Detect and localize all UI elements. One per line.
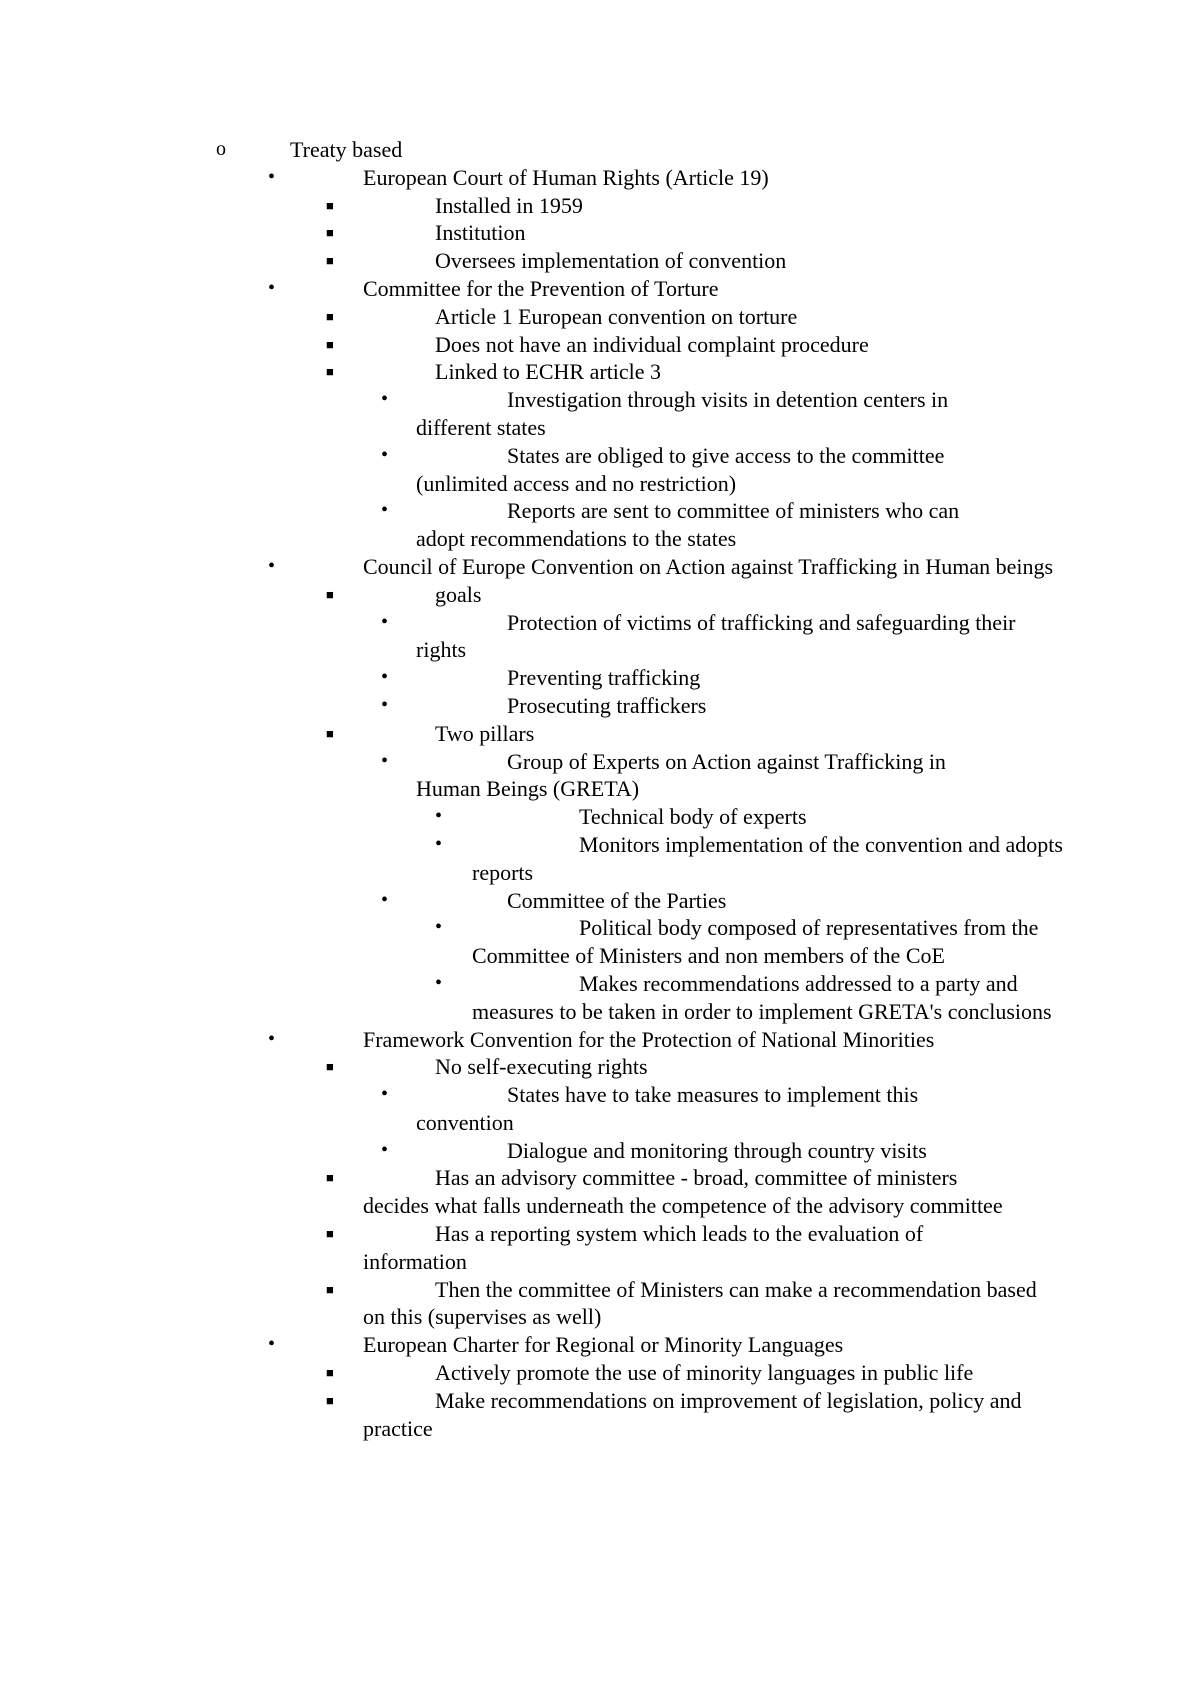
list-item-text: Technical body of experts — [579, 804, 807, 830]
list-item-text: Framework Convention for the Protection of National Minorities — [363, 1026, 935, 1052]
dot-bullet-icon: • — [381, 388, 389, 411]
list-item-text: No self-executing rights — [435, 1054, 648, 1080]
list-item — [0, 247, 1200, 275]
list-item — [0, 581, 1200, 609]
list-item-text: goals — [435, 581, 482, 607]
dot-bullet-icon: • — [381, 443, 389, 466]
dot-bullet-icon: • — [381, 1138, 389, 1161]
list-item — [0, 831, 1200, 887]
list-item — [0, 887, 1200, 915]
dot-bullet-icon: • — [381, 499, 389, 522]
list-item-text: Protection of victims of trafficking and safeguarding their rights — [416, 609, 1016, 663]
square-bullet-icon: ■ — [326, 725, 334, 741]
list-item — [0, 970, 1200, 1026]
list-item — [0, 1387, 1200, 1443]
list-item — [0, 497, 1200, 553]
list-item — [0, 664, 1200, 692]
list-item — [0, 219, 1200, 247]
square-bullet-icon: ■ — [326, 197, 334, 213]
list-item-text: Does not have an individual complaint procedure — [435, 331, 869, 357]
dot-bullet-icon: • — [268, 1027, 276, 1050]
square-bullet-icon: ■ — [326, 1170, 334, 1186]
list-item — [0, 442, 1200, 498]
list-item-text: Political body composed of representatives from the Committee of Ministers and non members of the CoE — [472, 915, 1039, 969]
dot-bullet-icon: • — [268, 276, 276, 299]
square-bullet-icon: ■ — [326, 336, 334, 352]
dot-bullet-icon: • — [381, 610, 389, 633]
dot-bullet-icon: • — [435, 971, 443, 994]
list-item — [0, 1081, 1200, 1137]
list-item-text: Two pillars — [435, 720, 535, 746]
list-item — [0, 1220, 1200, 1276]
list-item-text: European Charter for Regional or Minority Languages — [363, 1332, 844, 1358]
list-item-text: Installed in 1959 — [435, 192, 583, 218]
dot-bullet-icon: • — [268, 1333, 276, 1356]
list-item-text: Institution — [435, 220, 526, 246]
list-item-text: Linked to ECHR article 3 — [435, 359, 662, 385]
list-item — [0, 1053, 1200, 1081]
list-item — [0, 1137, 1200, 1165]
dot-bullet-icon: • — [268, 165, 276, 188]
list-item-text: Council of Europe Convention on Action against Trafficking in Human beings — [363, 553, 1054, 579]
square-bullet-icon: ■ — [326, 1365, 334, 1381]
list-item — [0, 1026, 1200, 1054]
list-item — [0, 275, 1200, 303]
square-bullet-icon: ■ — [326, 1226, 334, 1242]
circle-bullet-icon: o — [216, 138, 226, 160]
list-item — [0, 136, 1200, 164]
list-item — [0, 609, 1200, 665]
list-item-text: States have to take measures to implement this convention — [416, 1082, 919, 1135]
dot-bullet-icon: • — [268, 554, 276, 577]
list-item-text: Make recommendations on improvement of legislation, policy and practice — [363, 1387, 1022, 1441]
square-bullet-icon: ■ — [326, 253, 334, 269]
list-item-text: Committee for the Prevention of Torture — [363, 275, 719, 301]
dot-bullet-icon: • — [381, 666, 389, 689]
list-item-text: Reports are sent to committee of ministers who can adopt recommendations to the states — [416, 498, 960, 552]
list-item — [0, 720, 1200, 748]
list-item — [0, 1331, 1200, 1359]
list-item — [0, 1164, 1200, 1220]
list-item-text: Investigation through visits in detention centers in different states — [416, 387, 949, 440]
square-bullet-icon: ■ — [326, 1059, 334, 1075]
list-item — [0, 748, 1200, 804]
dot-bullet-icon: • — [435, 916, 443, 939]
list-item-text: Actively promote the use of minority languages in public life — [435, 1360, 974, 1386]
dot-bullet-icon: • — [381, 888, 389, 911]
list-item-text: Oversees implementation of convention — [435, 248, 787, 274]
document-outline — [0, 136, 1200, 1442]
list-item — [0, 358, 1200, 386]
square-bullet-icon: ■ — [326, 1281, 334, 1297]
list-item-text: Article 1 European convention on torture — [435, 303, 798, 329]
square-bullet-icon: ■ — [326, 225, 334, 241]
list-item — [0, 1359, 1200, 1387]
list-item — [0, 192, 1200, 220]
list-item-text: Has an advisory committee - broad, committee of ministers decides what falls underneath the competence of the advisory committee — [363, 1165, 1003, 1219]
list-item-text: Dialogue and monitoring through country visits — [507, 1137, 927, 1163]
list-item — [0, 692, 1200, 720]
list-item-text: Treaty based — [290, 137, 403, 162]
list-item — [0, 914, 1200, 970]
square-bullet-icon: ■ — [326, 364, 334, 380]
list-item-text: Has a reporting system which leads to the evaluation of information — [363, 1221, 924, 1274]
list-item — [0, 553, 1200, 581]
list-item-text: European Court of Human Rights (Article 19) — [363, 164, 769, 190]
list-item-text: Group of Experts on Action against Trafficking in Human Beings (GRETA) — [416, 748, 946, 802]
dot-bullet-icon: • — [381, 749, 389, 772]
list-item-text: Preventing trafficking — [507, 665, 701, 691]
list-item-text: Then the committee of Ministers can make a recommendation based on this (supervises as well) — [363, 1276, 1037, 1330]
list-item-text: Makes recommendations addressed to a party and measures to be taken in order to implement GRETA's conclusions — [472, 970, 1052, 1024]
list-item-text: Prosecuting traffickers — [507, 692, 707, 718]
list-item — [0, 803, 1200, 831]
dot-bullet-icon: • — [381, 1083, 389, 1106]
dot-bullet-icon: • — [435, 805, 443, 828]
list-item — [0, 386, 1200, 442]
list-item — [0, 164, 1200, 192]
square-bullet-icon: ■ — [326, 308, 334, 324]
list-item — [0, 303, 1200, 331]
list-item-text: Committee of the Parties — [507, 887, 727, 913]
square-bullet-icon: ■ — [326, 586, 334, 602]
dot-bullet-icon: • — [381, 693, 389, 716]
list-item — [0, 1276, 1200, 1332]
list-item-text: Monitors implementation of the convention and adopts reports — [472, 831, 1063, 885]
list-item-text: States are obliged to give access to the committee (unlimited access and no restriction) — [416, 442, 945, 496]
dot-bullet-icon: • — [435, 832, 443, 855]
square-bullet-icon: ■ — [326, 1392, 334, 1408]
list-item — [0, 331, 1200, 359]
